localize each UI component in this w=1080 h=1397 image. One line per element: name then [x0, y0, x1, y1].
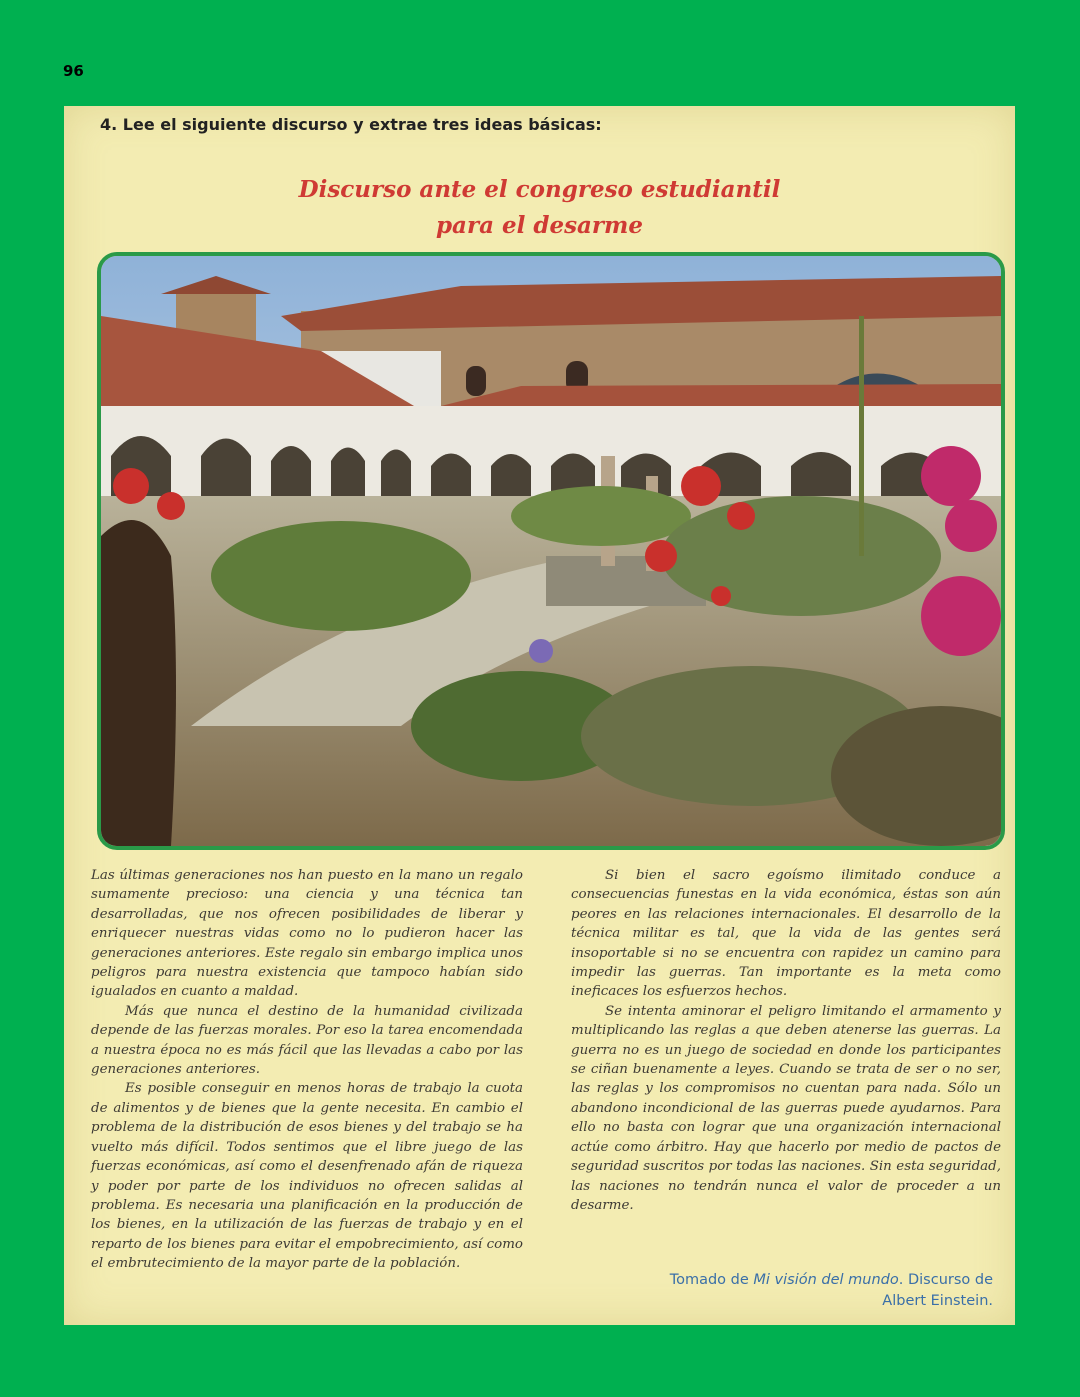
source-citation	[670, 1270, 993, 1312]
paragraph: Si bien el sacro egoísmo ilimitado conduce a consecuencias funestas en la vida económica, éstas son aún peores en las relaciones internacionales. El desarrollo de la técnica militar es tal, que la vida de las gentes será insoportable si no se encuentra con rapidez un camino para impedir las guerras. Tan importante es la meta como ineficaces los esfuerzos hechos.	[571, 868, 1001, 1000]
speech-title-line-2: para el desarme	[435, 212, 644, 239]
paragraph: Más que nunca el destino de la humanidad civilizada depende de las fuerzas morales. Por eso la tarea encomendada a nuestra época no es más fácil que las llevadas a cabo por las generaciones anteriores.	[91, 1003, 523, 1078]
speech-title	[64, 172, 1015, 244]
speech-column-left	[91, 866, 523, 1274]
source-prefix: Tomado de	[669, 1272, 754, 1288]
speech-column-right	[571, 866, 1001, 1215]
speech-title-line-1: Discurso ante el congreso estudiantil	[298, 176, 781, 203]
exercise-instruction: 4. Lee el siguiente discurso y extrae tres ideas básicas:	[100, 115, 602, 134]
cloister-photo	[97, 252, 1005, 850]
source-suffix: . Discurso de	[898, 1272, 993, 1288]
cloister-garden-photo-icon	[101, 256, 1001, 846]
source-book-title: Mi visión del mundo	[753, 1272, 899, 1288]
source-line-1	[670, 1270, 993, 1291]
paragraph: Se intenta aminorar el peligro limitando el armamento y multiplicando las reglas a que deben atenerse las guerras. La guerra no es un juego de sociedad en donde los participantes se ciñan buenamente a leyes. Cuando se trata de ser o no ser, las reglas y los compromisos no cuentan para nada. Sólo un abandono incondicional de las guerras puede ayudarnos. Para ello no basta con lograr que una organización internacional actúe como árbitro. Hay que hacerlo por medio de pactos de seguridad suscritos por todas las naciones. Sin esta seguridad, las naciones no tendrán nunca el valor de proceder a un desarme.	[571, 1003, 1001, 1213]
paragraph: Es posible conseguir en menos horas de trabajo la cuota de alimentos y de bienes que la gente necesita. En cambio el problema de la distribución de esos bienes y del trabajo se ha vuelto más difícil. Todos sentimos que el libre juego de las fuerzas económicas, así como el desenfrenado afán de riqueza y poder por parte de los individuos no ofrecen salidas al problema. Es necesaria una planificación en la producción de los bienes, en la utilización de las fuerzas de trabajo y en el reparto de los bienes para evitar el empobrecimiento, así como el embrutecimiento de la mayor parte de la población.	[91, 1081, 523, 1272]
page-number: 96	[63, 62, 84, 80]
textbook-page	[64, 106, 1015, 1325]
paragraph: Las últimas generaciones nos han puesto en la mano un regalo sumamente precioso: una ciencia y una técnica tan desarrolladas, que nos ofrecen posibilidades de liberar y enriquecer nuestras vidas como no lo pudieron hacer las generaciones anteriores. Este regalo sin embargo implica unos peligros para nuestra existencia que tampoco habían sido igualados en cuanto a maldad.	[91, 868, 523, 1000]
source-author: Albert Einstein.	[882, 1293, 993, 1309]
